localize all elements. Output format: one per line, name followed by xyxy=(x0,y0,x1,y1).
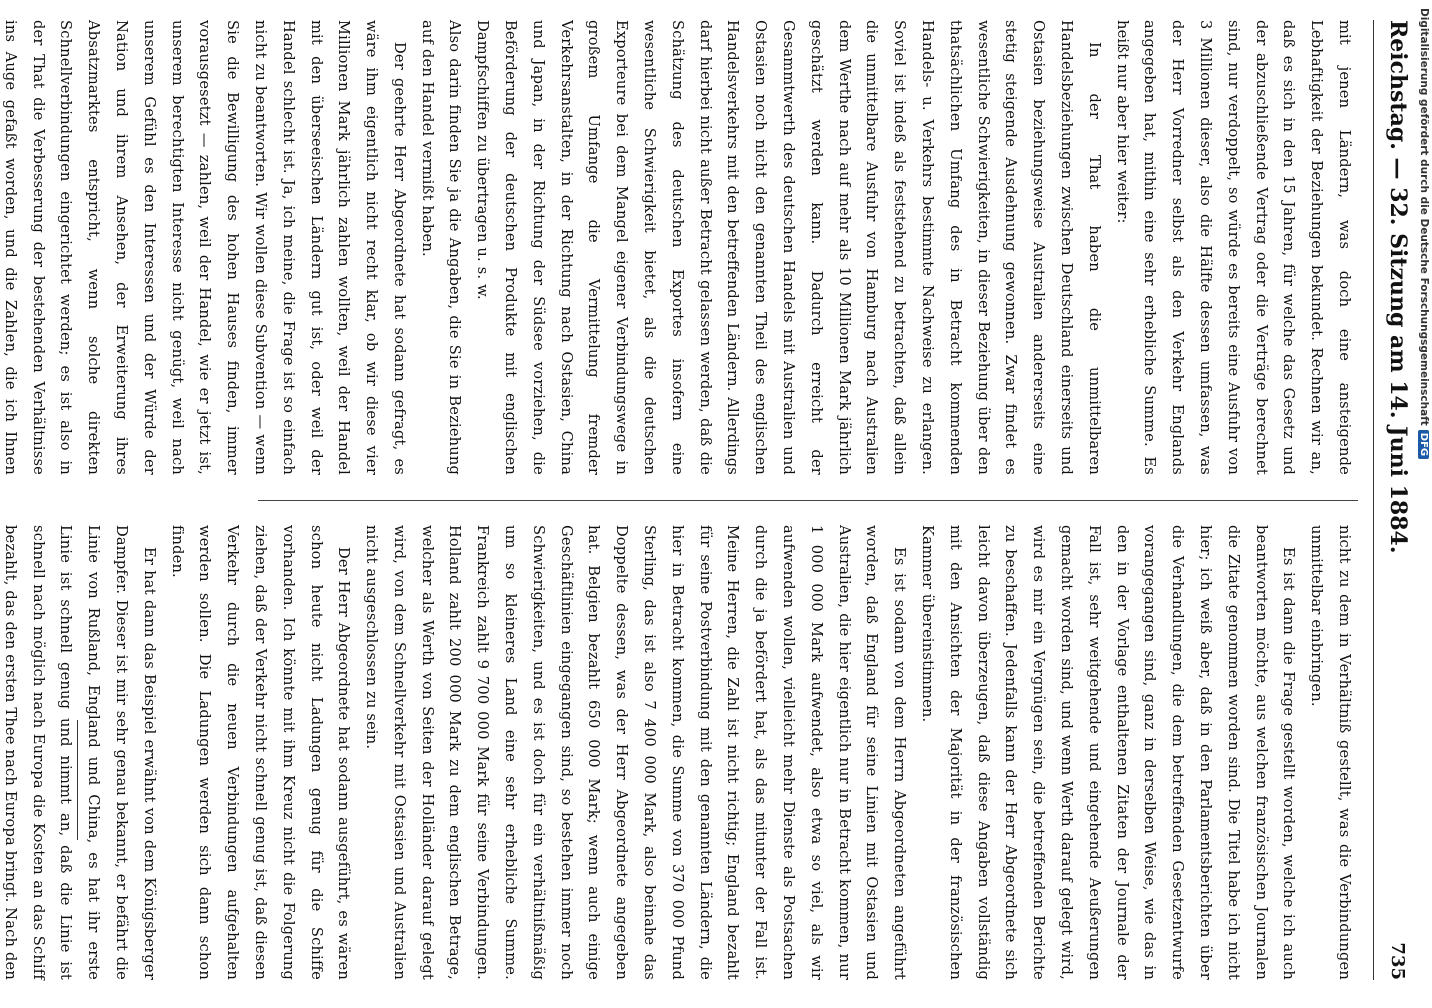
right-paragraph: Es ist sodann von dem Herrn Abgeordneten angeführt worden, daß England für seine Linien mit Ostasien und Australien, die hier eigentlich nur in Betracht kommen, nur 1 000 000 Mark aufwendet, also etwa so viel, als wir aufwenden wollen, vielleicht mehr Dienste als Postsachen durch die ja befördert hat, als das mitunter der Fall ist. Meine Herren, die Zahl ist nicht richtig; England bezahlt für seine Postverbindung mit den genannten Ländern, die hier in Betracht kommen, die Summe von 370 000 Pfund Sterling, das ist also 7 400 000 Mark, also beinahe das Doppelte dessen, was der Herr Abgeordnete angegeben hat. Belgien bezahlt 650 000 Mark; wenn auch einige Geschäftlinien eingegangen sind, so bestehen immer noch Schwierigkeiten, und es ist doch für ein verhältnißmäßig um so kleineres Land eine sehr erhebliche Summe. Frankreich zahlt 9 700 000 Mark für seine Verbindungen. Holland zahlt 200 000 Mark zu dem englischen Betrage, welcher als Werth von Seiten der Holländer darauf gelegt wird, von dem Schnellverkehr mit Ostasien und Australien nicht ausgeschlossen zu sein. xyxy=(363,525,909,980)
header-rule xyxy=(1373,20,1374,980)
right-paragraph: Es ist dann die Frage gestellt worden, welche ich auch beantworten möchte, aus welchen französischen Journalen die Zitate genommen worden sind. Die Titel habe ich nicht hier; ich weiß aber, daß in den Parlamentsberichten über die Verhandlungen, die dem betreffenden Gesetzentwurfe vorangegangen sind, ganz in derselben Weise, wie das in den in der Vorlage enthaltenen Zitaten der Journale der Fall ist, sehr weitgehende und eingehende Aeußerungen gemacht worden sind, und wenn Werth darauf gelegt wird, wird es mir ein Vergnügen sein, die betreffenden Berichte zu beschaffen. Jedenfalls kann der Herr Abgeordnete sich leicht davon überzeugen, daß diese Angaben vollständig mit den Ansichten der Majorität in der französischen Kammer übereinstimmen. xyxy=(919,525,1298,980)
credit-text-wrapper xyxy=(1408,8,1430,1008)
left-paragraph: In der That haben die unmittelbaren Handelsbeziehungen zwischen Deutschland einerseits und Ostasien beziehungsweise Australien andererseits eine stetig steigende Ausdehnung gewonnen. Zwar findet es wesentliche Schwierigkeiten, in dieser Beziehung über den thatsächlichen Umfang des in Betracht kommenden Handels- u. Verkehrs bestimmte Nachweise zu erlangen. Soviel ist indeß als feststehend zu betrachten, daß allein die unmittelbare Ausfuhr von Hamburg nach Australien dem Werthe nach auf mehr als 10 Millionen Mark jährlich geschätzt werden kann. Dadurch erreicht der Gesammtwerth des deutschen Handels mit Australien und Ostasien noch nicht den genannten Theil des englischen Handelsverkehrs mit den betreffenden Ländern. Allerdings darf hierbei nicht außer Betracht gelassen werden, daß die Schätzung des deutschen Exportes insofern eine wesentliche Schwierigkeit bietet, als die deutschen Exporteure bei dem Mangel eigener Verbindungswege in großem Umfange die Vermittelung fremder Verkehrsanstalten, in der Richtung nach Ostasien, China und Japan, in der Richtung der Südsee vorziehen, die Beförderung der deutschen Produkte mit englischen Dampfschiffen zu übertragen u. s. w. xyxy=(474,20,1103,475)
rotated-page-content xyxy=(1,20,1418,980)
footer-rule xyxy=(77,720,78,840)
header-title: Reichstag. — 32. Sitzung am 14. Juni 1884. xyxy=(1385,20,1411,554)
column-divider xyxy=(258,500,1358,501)
dfg-logo: DFG xyxy=(1418,430,1429,459)
credit-text: Digitalisierung gefördert durch die Deutsche Forschungsgemeinschaft xyxy=(1418,8,1430,426)
credit-strip xyxy=(1410,0,1432,1000)
right-column xyxy=(1,525,1358,980)
left-paragraph: Also darin finden Sie ja die Angaben, die Sie in Beziehung auf den Handel vermißt haben. xyxy=(418,20,464,475)
right-paragraph: nicht zu dem in Verhältniß gestellt, was die Verbindungen unmittelbar einbringen. xyxy=(1308,525,1353,980)
left-paragraph: Der geehrte Herr Abgeordnete hat sodann gefragt, es wäre ihm eigentlich nicht recht klar, ob wir diese vier Millionen Mark jährlich zahlen wollten, weil der Handel mit den überseeischen Ländern gut ist, oder weil der Handel schlecht ist. Ja, ich meine, die Frage ist so einfach nicht zu beantworten. Wir wollen diese Subvention — wenn Sie die Bewilligung des hohen Hauses finden, immer vorausgesetzt — zahlen, weil der Handel, wie er jetzt ist, unserem berechtigten Interesse nicht genügt, weil nach unserem Gefühl es den Interessen und der Würde der Nation und ihrem Ansehen, der Erweiterung ihres Absatzmarktes entspricht, wenn solche direkten Schnellverbindungen eingerichtet werden; es ist also in der That die Verbesserung der bestehenden Verhältnisse ins Auge gefaßt worden, und die Zahlen, die ich Ihnen xyxy=(1,20,408,475)
right-paragraph: Der Herr Abgeordnete hat sodann ausgeführt, es wären schon heute nicht Ladungen genug für die Schiffe vorhanden. Ich könnte mit ihm Kreuz nicht die Folgerung ziehen, daß der Verkehr nicht schnell genug ist, daß diesen Verkehr durch die neuen Verbindungen aufgehalten werden sollen. Die Ladungen werden sich dann schon finden. xyxy=(168,525,353,980)
right-paragraph: Er hat dann das Beispiel erwähnt von dem Königsberger Dampfer. Dieser ist mir sehr genau bekannt, er befährt die Linie von Rußland, England und China, es hat ihr erste Linie ist schnell genug und nimmt an, daß die Linie ist schnell nach möglich nach Europa die Kosten an das Schiff bezahlt, das den ersten Thee nach Europa bringt. Nach den xyxy=(1,525,158,980)
left-paragraph: mit jenen Ländern, was doch eine ansteigende Lebhaftigkeit der Beziehungen bekundet. Rechnen wir an, daß es sich in den 15 Jahren, für welche das Gesetz und der abzuschließende Vertrag oder die Verträge berechnet sind, nur verdoppelt, so würde es bereits eine Ausfuhr von 3 Millionen dieser, also die Hälfte dessen umfassen, was der Herr Vorredner selbst als den Verkehr Englands angegeben hat, mithin eine sehr erhebliche Summe. Es heißt nur aber hier weiter: xyxy=(1113,20,1353,475)
left-column xyxy=(1,20,1358,475)
page-number: 735 xyxy=(1387,942,1409,980)
